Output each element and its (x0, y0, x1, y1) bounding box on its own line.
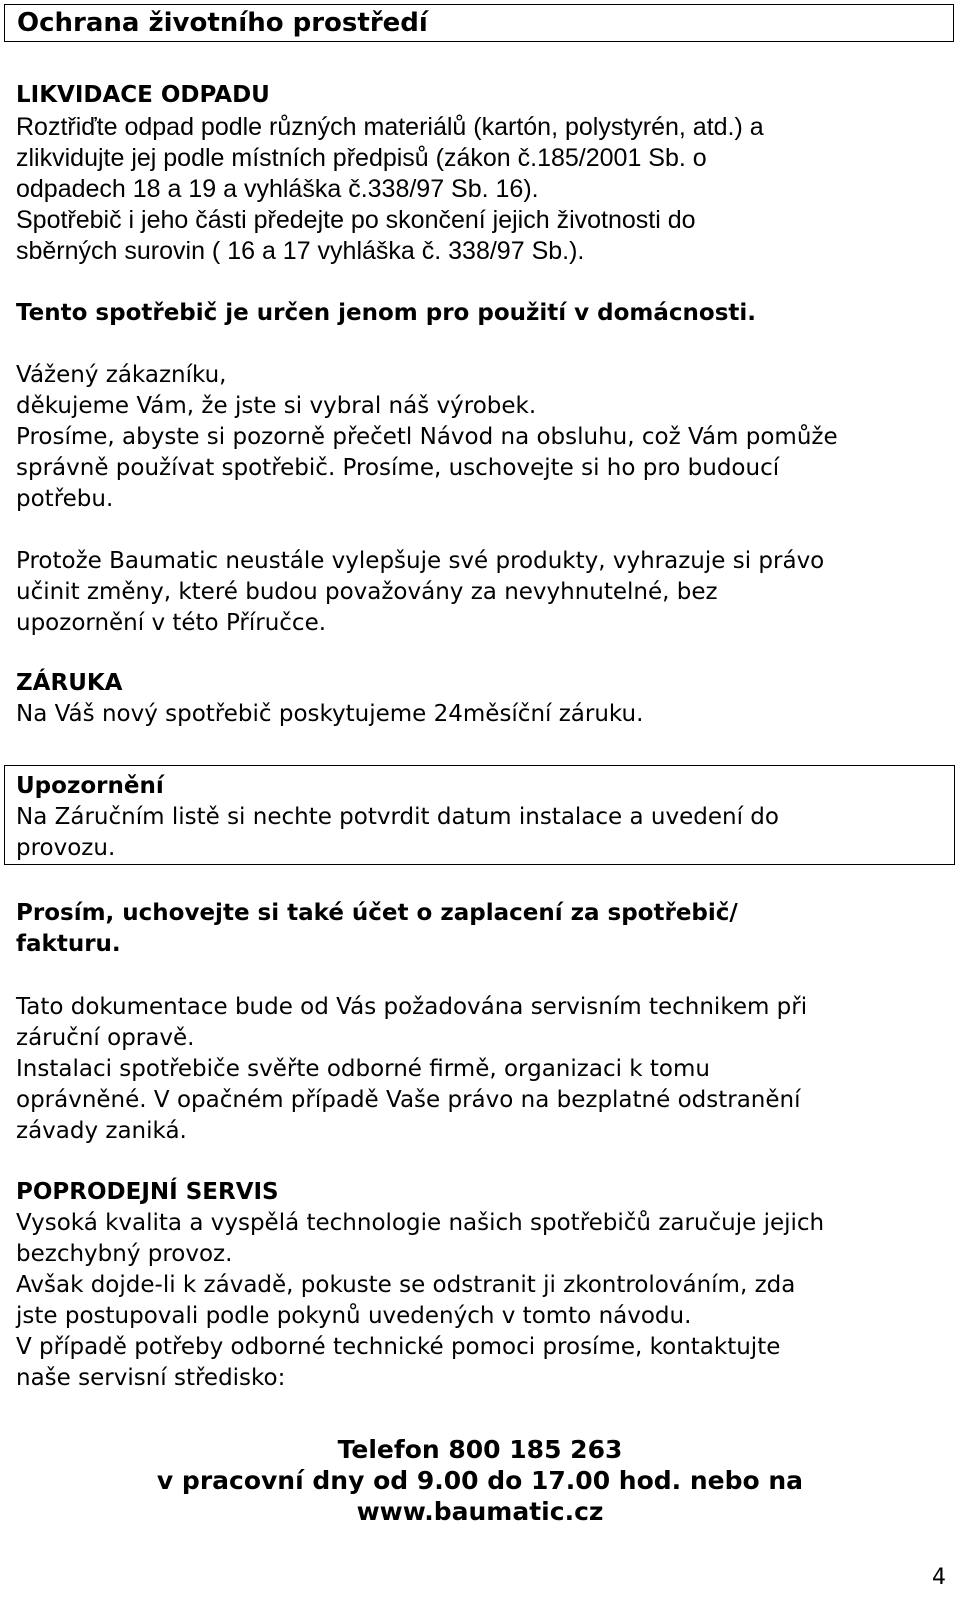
documentation-line: Instalaci spotřebiče svěřte odborné firmě, organizaci k tomu (16, 1056, 710, 1082)
warranty-text: Na Váš nový spotřebič poskytujeme 24měsíční záruku. (16, 701, 644, 727)
after-sales-line: jste postupovali podle pokynů uvedených v tomto návodu. (16, 1303, 692, 1329)
disposal-line: Spotřebič i jeho části předejte po skončení jejich životnosti do (16, 206, 696, 234)
notice-heading: Upozornění (16, 773, 164, 799)
notice-paragraph (16, 802, 779, 864)
documentation-line: oprávněné. V opačném případě Vaše právo na bezplatné odstranění (16, 1087, 801, 1113)
contact-block (0, 1434, 960, 1527)
after-sales-heading: POPRODEJNÍ SERVIS (16, 1179, 279, 1205)
page-number: 4 (932, 1565, 946, 1590)
title-box (4, 4, 954, 42)
improvements-line: Protože Baumatic neustále vylepšuje své produkty, vyhrazuje si právo (16, 548, 825, 574)
documentation-line: závady zaniká. (16, 1118, 187, 1144)
after-sales-line: Vysoká kvalita a vyspělá technologie našich spotřebičů zaručuje jejich (16, 1210, 825, 1236)
warranty-heading: ZÁRUKA (16, 670, 123, 696)
invoice-line: Prosím, uchovejte si také účet o zaplacení za spotřebič/ (16, 900, 738, 926)
documentation-paragraph (16, 992, 807, 1147)
greeting-paragraph (16, 360, 838, 515)
after-sales-line: naše servisní středisko: (16, 1365, 286, 1391)
improvements-line: učinit změny, které budou považovány za nevyhnutelné, bez (16, 579, 718, 605)
improvements-paragraph (16, 546, 824, 639)
greeting-line: Vážený zákazníku, (16, 362, 227, 388)
after-sales-line: V případě potřeby odborné technické pomoci prosíme, kontaktujte (16, 1334, 781, 1360)
documentation-line: záruční opravě. (16, 1025, 195, 1051)
disposal-line: zlikvidujte jej podle místních předpisů (zákon č.185/2001 Sb. o (16, 144, 707, 172)
after-sales-line: Avšak dojde-li k závadě, pokuste se odstranit ji zkontrolováním, zda (16, 1272, 796, 1298)
disposal-line: Roztřiďte odpad podle různých materiálů (kartón, polystyrén, atd.) a (16, 113, 764, 141)
greeting-line: děkujeme Vám, že jste si vybral náš výrobek. (16, 393, 537, 419)
disposal-line: sběrných surovin ( 16 a 17 vyhláška č. 338/97 Sb.). (16, 237, 585, 265)
greeting-line: správně používat spotřebič. Prosíme, uschovejte si ho pro budoucí (16, 455, 780, 481)
notice-line: provozu. (16, 835, 116, 861)
documentation-line: Tato dokumentace bude od Vás požadována servisním technikem při (16, 994, 808, 1020)
greeting-line: potřebu. (16, 486, 114, 512)
invoice-note (16, 898, 738, 960)
contact-phone: Telefon 800 185 263 (337, 1435, 623, 1464)
invoice-line: fakturu. (16, 931, 121, 957)
household-note: Tento spotřebič je určen jenom pro použití v domácnosti. (16, 300, 757, 326)
contact-website: www.baumatic.cz (356, 1497, 604, 1526)
greeting-line: Prosíme, abyste si pozorně přečetl Návod na obsluhu, což Vám pomůže (16, 424, 838, 450)
after-sales-paragraph (16, 1208, 824, 1394)
disposal-paragraph (16, 112, 764, 267)
disposal-line: odpadech 18 a 19 a vyhláška č.338/97 Sb. 16). (16, 175, 539, 203)
disposal-heading: LIKVIDACE ODPADU (16, 82, 270, 108)
after-sales-line: bezchybný provoz. (16, 1241, 233, 1267)
page-title: Ochrana životního prostředí (17, 8, 428, 38)
notice-line: Na Záručním listě si nechte potvrdit datum instalace a uvedení do (16, 804, 779, 830)
contact-hours: v pracovní dny od 9.00 do 17.00 hod. nebo na (156, 1466, 804, 1495)
improvements-line: upozornění v této Příručce. (16, 610, 327, 636)
